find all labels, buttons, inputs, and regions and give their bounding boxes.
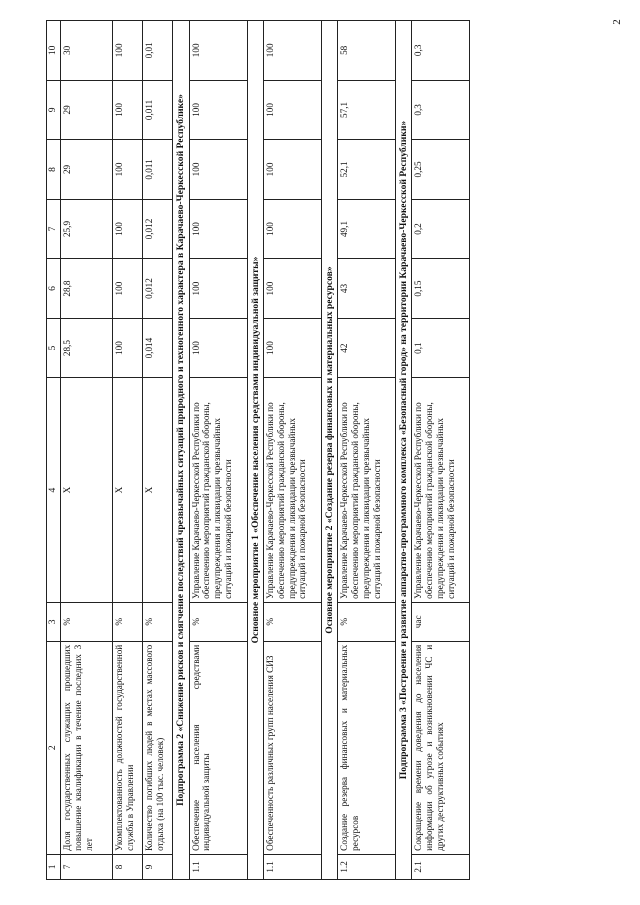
- value: 0,15: [412, 259, 470, 319]
- table-row: [263, 21, 321, 880]
- executor: Управление Карачаево-Черкесской Республики по обеспечению мероприятий гражданской обороны, предупреждения и ликвидации чрезвычайных ситуаций и пожарной безопасности: [338, 378, 396, 602]
- value: 28,8: [61, 259, 113, 319]
- unit: час: [412, 602, 470, 641]
- value: 49,1: [338, 199, 396, 259]
- value: 100: [189, 318, 247, 378]
- col-header: 2: [47, 641, 61, 854]
- value: 100: [113, 140, 143, 200]
- indicator-name: Обеспечение населения средствами индивидуальной защиты: [189, 641, 247, 854]
- table-row: [143, 21, 173, 880]
- value: 100: [263, 80, 321, 140]
- indicator-name: Укомплектованность должностей государственной службы в Управлении: [113, 641, 143, 854]
- row-number: 2.1: [412, 854, 470, 879]
- executor: X: [113, 378, 143, 602]
- main-activity-1-title: Основное мероприятие 1 «Обеспечение населения средствами индивидуальной защиты»: [247, 21, 263, 880]
- value: 100: [189, 140, 247, 200]
- row-number: 7: [61, 854, 113, 879]
- indicators-table: [46, 20, 470, 880]
- table-row: [189, 21, 247, 880]
- value: 0,3: [412, 21, 470, 81]
- page-number: 2: [610, 19, 623, 25]
- unit: %: [61, 602, 113, 641]
- value: 0,1: [412, 318, 470, 378]
- value: 100: [113, 259, 143, 319]
- value: 0,014: [143, 318, 173, 378]
- col-header: 7: [47, 199, 61, 259]
- col-header: 3: [47, 602, 61, 641]
- col-header: 10: [47, 21, 61, 81]
- table-row: [61, 21, 113, 880]
- value: 57,1: [338, 80, 396, 140]
- indicator-name: Доля государственных служащих прошедших повышение квалификации в течение последних 3 лет: [61, 641, 113, 854]
- indicator-name: Количество погибших людей в местах массового отдыха (на 100 тыс. человек): [143, 641, 173, 854]
- row-number: 1.1: [263, 854, 321, 879]
- row-number: 8: [113, 854, 143, 879]
- rotated-table-sheet: [46, 20, 606, 880]
- col-header: 6: [47, 259, 61, 319]
- value: 52,1: [338, 140, 396, 200]
- value: 0,012: [143, 259, 173, 319]
- value: 100: [113, 318, 143, 378]
- executor: Управление Карачаево-Черкесской Республики по обеспечению мероприятий гражданской обороны, предупреждения и ликвидации чрезвычайных ситуаций и пожарной безопасности: [263, 378, 321, 602]
- col-header: 5: [47, 318, 61, 378]
- col-header: 1: [47, 854, 61, 879]
- subprogram-3-title: Подпрограмма 3 «Построение и развитие аппаратно-программного комплекса «Безопасный город» на территории Карачаево-Черкесской Республики»: [396, 21, 412, 880]
- value: 0,2: [412, 199, 470, 259]
- unit: %: [189, 602, 247, 641]
- main-activity-2-title: Основное мероприятие 2 «Создание резерва финансовых и материальных ресурсов»: [321, 21, 337, 880]
- value: 25,9: [61, 199, 113, 259]
- value: 43: [338, 259, 396, 319]
- value: 100: [263, 259, 321, 319]
- value: 100: [113, 199, 143, 259]
- value: 0,25: [412, 140, 470, 200]
- col-header: 8: [47, 140, 61, 200]
- unit: %: [143, 602, 173, 641]
- value: 0,012: [143, 199, 173, 259]
- section-heading-row: [173, 21, 189, 880]
- value: 100: [263, 318, 321, 378]
- subprogram-2-title: Подпрограмма 2 «Снижение рисков и смягчение последствий чрезвычайных ситуаций природного и техногенного характера в Карачаево-Черкесской Республике»: [173, 21, 189, 880]
- value: 0,01: [143, 21, 173, 81]
- column-number-row: [47, 21, 61, 880]
- unit: %: [338, 602, 396, 641]
- table-row: [113, 21, 143, 880]
- value: 100: [189, 259, 247, 319]
- value: 100: [189, 21, 247, 81]
- value: 100: [189, 199, 247, 259]
- row-number: 9: [143, 854, 173, 879]
- table-row: [338, 21, 396, 880]
- section-heading-row: [247, 21, 263, 880]
- executor: Управление Карачаево-Черкесской Республики по обеспечению мероприятий гражданской обороны, предупреждения и ликвидации чрезвычайных ситуаций и пожарной безопасности: [189, 378, 247, 602]
- value: 28,5: [61, 318, 113, 378]
- value: 100: [113, 21, 143, 81]
- executor: X: [61, 378, 113, 602]
- row-number: 1.2: [338, 854, 396, 879]
- indicator-name: Сокращение времени доведения до населения информации об угрозе и возникновении ЧС и других деструктивных событиях: [412, 641, 470, 854]
- value: 29: [61, 140, 113, 200]
- unit: %: [113, 602, 143, 641]
- value: 29: [61, 80, 113, 140]
- unit: %: [263, 602, 321, 641]
- value: 100: [263, 140, 321, 200]
- value: 30: [61, 21, 113, 81]
- section-heading-row: [321, 21, 337, 880]
- value: 100: [263, 199, 321, 259]
- col-header: 4: [47, 378, 61, 602]
- value: 100: [263, 21, 321, 81]
- executor: X: [143, 378, 173, 602]
- value: 100: [189, 80, 247, 140]
- indicator-name: Создание резерва финансовых и материальных ресурсов: [338, 641, 396, 854]
- value: 0,3: [412, 80, 470, 140]
- indicator-name: Обеспеченность различных групп населения СИЗ: [263, 641, 321, 854]
- value: 58: [338, 21, 396, 81]
- executor: Управление Карачаево-Черкесской Республики по обеспечению мероприятий гражданской обороны, предупреждения и ликвидации чрезвычайных ситуаций и пожарной безопасности: [412, 378, 470, 602]
- row-number: 1.1: [189, 854, 247, 879]
- table-row: [412, 21, 470, 880]
- value: 42: [338, 318, 396, 378]
- col-header: 9: [47, 80, 61, 140]
- value: 100: [113, 80, 143, 140]
- value: 0,011: [143, 140, 173, 200]
- section-heading-row: [396, 21, 412, 880]
- value: 0,011: [143, 80, 173, 140]
